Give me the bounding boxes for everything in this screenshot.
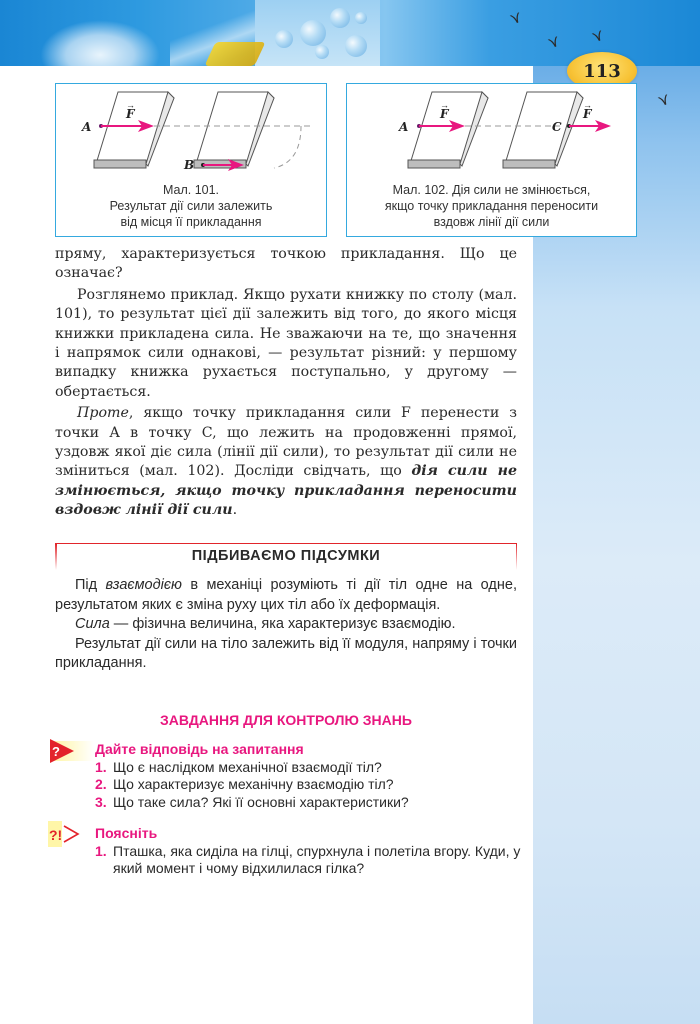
italic-lead: Проте [77,405,129,422]
svg-text:→: → [126,100,135,110]
explain-item: 1. Пташка, яка сиділа на гілці, спурхнула і полетіла вгору. Куди, у який момент і чому відхилилася гілка? [95,842,521,876]
figure-101 [55,83,327,237]
caption-line: якщо точку прикладання переносити [384,199,599,213]
questions-heading: Дайте відповідь на запитання [95,741,304,757]
summary-paragraph: Результат дії сили на тіло залежить від її модуля, напряму і точки прикладання. [55,635,517,671]
paragraph: Розглянемо приклад. Якщо рухати книжку по столу (мал. 101), то результат цієї дії залежить від того, до якого місця книжки прикладена сила. Не зважаючи на те, що значення і напрямок сили однакові, — результат різний: у першому випадку книжка рухається поступально, у другому — обертається. [55,286,517,400]
svg-text:→: → [583,100,592,110]
bird-icon: ⋎ [655,90,673,111]
caption-line: Мал. 101. [162,183,220,197]
summary-paragraph: Сила — фізична величина, яка характеризує взаємодію. [75,616,456,632]
caption-line: вздовж лінії дії сили [433,215,550,229]
force-label: F [126,107,135,121]
paragraph-text: , якщо точку прикладання сили F перенести з точки A в точку C, що лежить на продовженні прямої, уздовж якої діє сила (лінії дії сили), то результат дії сили не зміниться (мал. 102). Досліди свідчать, що [55,405,517,480]
main-text [55,245,517,521]
bird-icon: ⋎ [507,8,525,29]
bird-icon: ⋎ [545,32,563,53]
bird-icon: ⋎ [589,26,607,47]
summary-title: ПІДБИВАЄМО ПІДСУМКИ [191,548,381,564]
caption-line: Результат дії сили залежить [109,199,273,213]
period: . [232,502,238,519]
svg-text:→: → [440,100,449,110]
point-a-label: A [82,120,92,134]
svg-text:?: ? [52,744,60,759]
paragraph: пряму, характеризується точкою прикладання. Що це означає? [55,246,517,282]
figure-101-caption [56,182,326,230]
exclamation-question-arrow-icon [48,821,90,847]
point-b-label: B [184,158,195,172]
summary-text [55,576,517,674]
figure-102-caption [347,182,636,230]
books-force-diagram [347,84,638,184]
point-a-label: A [399,120,409,134]
question-item: 2. Що характеризує механічну взаємодію тіл? [95,776,394,792]
page-number: 113 [583,60,621,82]
summary-paragraph: Під взаємодією в механіці розуміють ті дії тіл одне на одне, результатом яких є зміна руху цих тіл або їх деформація. [55,577,517,613]
explain-block [95,825,525,878]
caption-line: від місця її прикладання [120,215,262,229]
force-label: F [440,107,449,121]
term: взаємодією [105,577,182,593]
caption-line: Мал. 102. Дія сили не змінюється, [392,183,591,197]
term: Сила [75,616,110,632]
figure-102 [346,83,637,237]
ice-crystal-image [40,20,160,66]
paragraph [55,404,517,520]
explain-heading: Поясніть [95,825,158,841]
point-c-label: C [552,120,562,134]
water-bubbles-image [255,0,380,66]
question-item: 1. Що є наслідком механічної взаємодії тіл? [95,758,382,775]
question-arrow-icon [48,738,94,764]
force-label: F [583,107,592,121]
books-force-diagram [56,84,328,184]
key-statement: дія сили не змінюється, якщо точку прикладання переносити вздовж лінії дії сили [55,463,517,519]
tasks-title: ЗАВДАННЯ ДЛЯ КОНТРОЛЮ ЗНАНЬ [160,712,412,728]
svg-text:?!: ?! [49,827,63,843]
question-item: 3. Що таке сила? Які її основні характеристики? [95,793,409,810]
questions-block [95,741,525,811]
